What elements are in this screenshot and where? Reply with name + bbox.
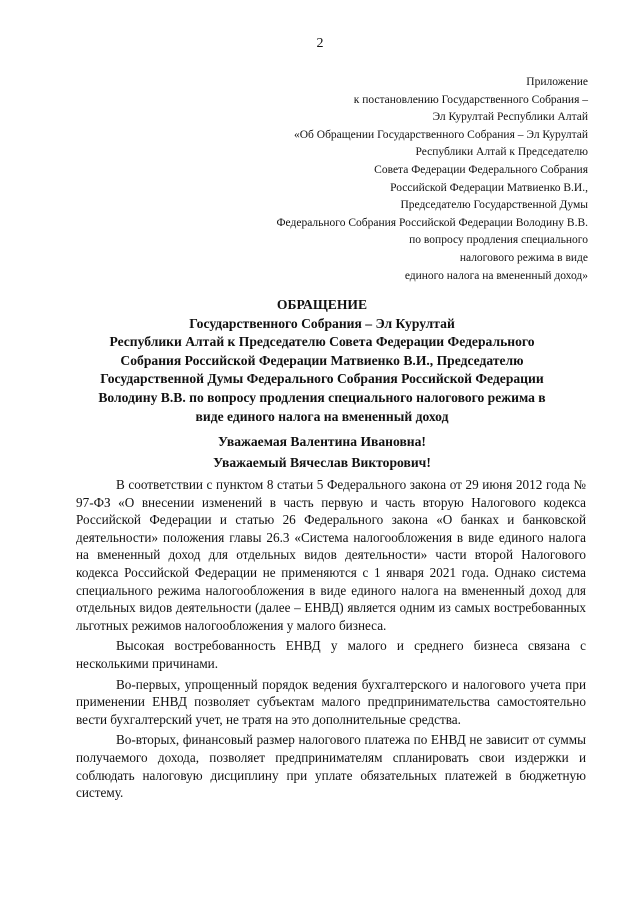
title-line: Государственного Собрания – Эл Курултай <box>189 315 455 331</box>
title-line: виде единого налога на вмененный доход <box>195 408 449 424</box>
paragraph: Во-первых, упрощенный порядок ведения бухгалтерского и налогового учета при применении ЕНВД позволяет субъектам малого предпринимательства самостоятельно вести бухгалтерский учет, не тратя на это дополнительные средства. <box>76 676 586 727</box>
appendix-line: «Об Обращении Государственного Собрания – Эл Курултай <box>294 128 588 141</box>
salutation-line: Уважаемая Валентина Ивановна! <box>218 434 426 449</box>
salutation-line: Уважаемый Вячеслав Викторович! <box>213 455 431 470</box>
title-line: ОБРАЩЕНИЕ <box>276 297 368 312</box>
page-number: 2 <box>316 36 324 51</box>
appendix-line: Российской Федерации Матвиенко В.И., <box>390 181 588 194</box>
body-text <box>76 476 586 805</box>
document-title <box>72 296 572 426</box>
appendix-header <box>276 74 588 285</box>
title-line: Володину В.В. по вопросу продления специального налогового режима в <box>98 389 546 405</box>
title-line: Собрания Российской Федерации Матвиенко В.И., Председателю <box>120 352 524 368</box>
appendix-line: Совета Федерации Федерального Собрания <box>374 163 588 176</box>
paragraph: В соответствии с пунктом 8 статьи 5 Федерального закона от 29 июня 2012 года № 97-ФЗ «О внесении изменений в часть первую и часть вторую Налогового кодекса Российской Федерации и статью 26 Федерального закона «О банках и банковской деятельности» положения главы 26.3 «Система налогообложения в виде единого налога на вмененный доход для отдельных видов деятельности» части второй Налогового кодекса Российской Федерации не применяются с 1 января 2021 года. Однако система специального режима налогообложения в виде единого налога на вмененный доход для отдельных видов деятельности (далее – ЕНВД) является одним из самых востребованных льготных режимов налогообложения у малого бизнеса. <box>76 477 586 633</box>
appendix-line: единого налога на вмененный доход» <box>404 269 588 282</box>
appendix-line: Республики Алтай к Председателю <box>415 146 588 159</box>
appendix-line: Эл Курултай Республики Алтай <box>432 111 588 124</box>
salutation <box>72 431 572 473</box>
title-line: Государственной Думы Федерального Собрания Российской Федерации <box>100 371 544 387</box>
paragraph: Во-вторых, финансовый размер налогового платежа по ЕНВД не зависит от суммы получаемого дохода, позволяет предпринимателям спланировать свои издержки и соблюдать налоговую дисциплину при уплате обязательных платежей в бюджетную систему. <box>76 732 586 801</box>
appendix-line: к постановлению Государственного Собрания – <box>353 93 588 106</box>
appendix-line: налогового режима в виде <box>459 251 588 264</box>
appendix-line: Председателю Государственной Думы <box>400 199 588 212</box>
appendix-line: по вопросу продления специального <box>409 234 588 247</box>
appendix-line: Федерального Собрания Российской Федерации Володину В.В. <box>276 216 588 229</box>
appendix-line: Приложение <box>526 76 588 88</box>
title-line: Республики Алтай к Председателю Совета Федерации Федерального <box>109 334 535 350</box>
paragraph: Высокая востребованность ЕНВД у малого и среднего бизнеса связана с несколькими причинами. <box>76 638 586 671</box>
